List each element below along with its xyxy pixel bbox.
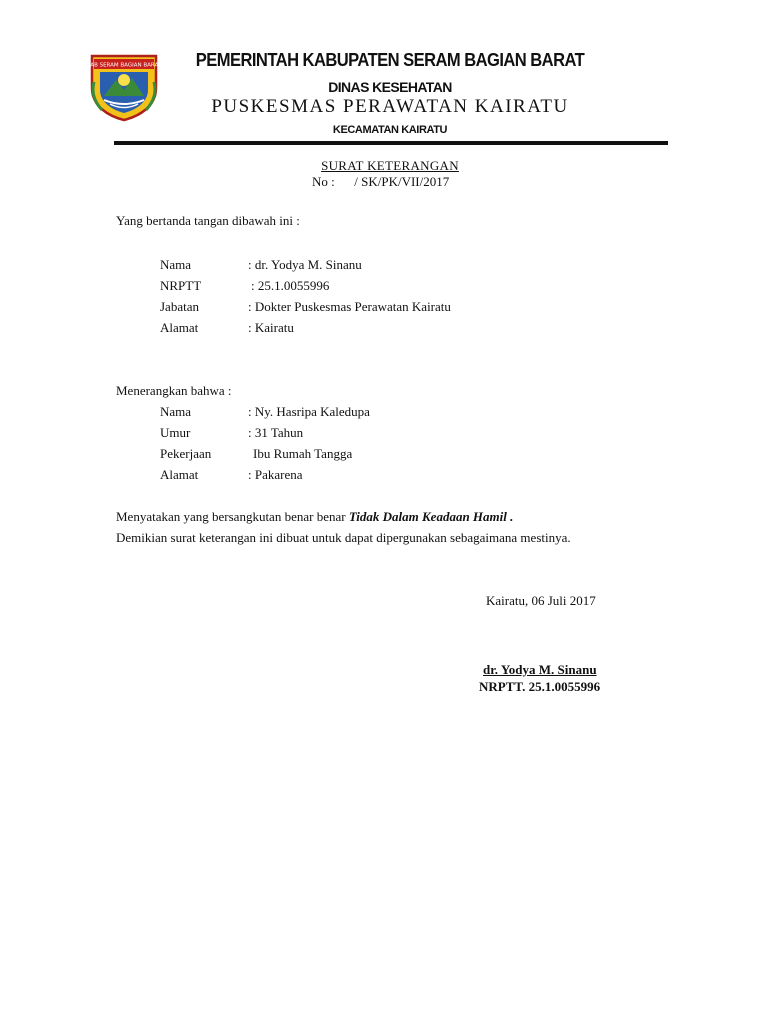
closing-sentence: Demikian surat keterangan ini dibuat untuk dapat dipergunakan sebagaimana mestinya. <box>116 530 571 545</box>
letterhead-institution: PUSKESMAS PERAWATAN KAIRATU <box>211 96 569 117</box>
subject-label-pekerjaan: Pekerjaan <box>160 446 212 461</box>
letterhead-department: DINAS KESEHATAN <box>328 79 452 95</box>
subject-label-nama: Nama <box>160 404 192 419</box>
subject-value-umur: : 31 Tahun <box>248 425 304 440</box>
signatory-label-jabatan: Jabatan <box>160 299 199 314</box>
subject-label-alamat: Alamat <box>160 467 199 482</box>
document-number: No : / SK/PK/VII/2017 <box>312 174 450 189</box>
signature-name: dr. Yodya M. Sinanu <box>483 662 597 677</box>
signatory-intro: Yang bertanda tangan dibawah ini : <box>116 213 300 228</box>
regency-emblem <box>88 52 160 122</box>
signatory-value-alamat: : Kairatu <box>248 320 294 335</box>
subject-value-alamat: : Pakarena <box>248 467 303 482</box>
statement <box>116 509 513 525</box>
letterhead-divider <box>114 141 668 145</box>
svg-text:KAB SERAM BAGIAN BARAT: KAB SERAM BAGIAN BARAT <box>88 62 160 69</box>
letterhead-district: KECAMATAN KAIRATU <box>332 124 448 136</box>
signatory-value-jabatan: : Dokter Puskesmas Perawatan Kairatu <box>248 299 451 314</box>
subject-intro: Menerangkan bahwa : <box>116 383 232 398</box>
subject-value-nama: : Ny. Hasripa Kaledupa <box>248 404 370 419</box>
letterhead-government: PEMERINTAH KABUPATEN SERAM BAGIAN BARAT <box>195 50 585 70</box>
statement-prefix: Menyatakan yang bersangkutan benar benar <box>116 509 349 524</box>
signatory-label-nrptt: NRPTT <box>160 278 202 293</box>
signatory-value-nrptt: : 25.1.0055996 <box>251 278 330 293</box>
statement-emphasis: Tidak Dalam Keadaan Hamil . <box>348 509 514 524</box>
signatory-value-nama: : dr. Yodya M. Sinanu <box>248 257 362 272</box>
document-title: SURAT KETERANGAN <box>321 158 459 173</box>
signatory-label-nama: Nama <box>160 257 192 272</box>
signatory-label-alamat: Alamat <box>160 320 199 335</box>
subject-label-umur: Umur <box>160 425 191 440</box>
subject-value-pekerjaan: Ibu Rumah Tangga <box>253 446 353 461</box>
signature-id: NRPTT. 25.1.0055996 <box>479 679 601 694</box>
place-date: Kairatu, 06 Juli 2017 <box>486 593 596 608</box>
